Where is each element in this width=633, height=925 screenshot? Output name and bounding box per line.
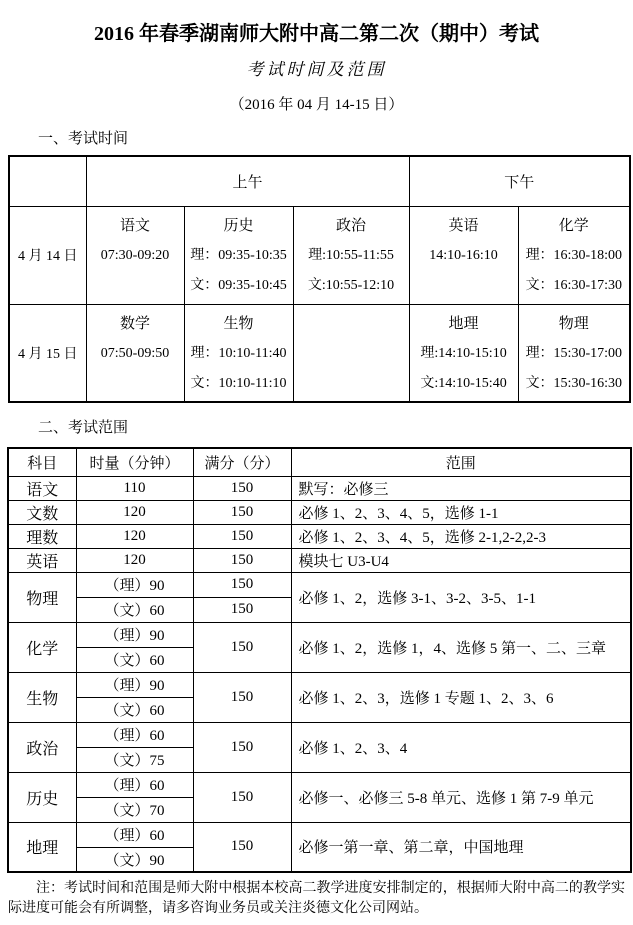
subject-label: 地理 — [448, 315, 479, 332]
scope-row-physics — [8, 572, 631, 597]
scope-cell: 默写：必修三 — [291, 476, 631, 500]
duration-cell: （文）60 — [76, 647, 193, 672]
col-header-subject: 科目 — [8, 448, 76, 476]
time-value: 文：10:10-11:10 — [190, 375, 287, 391]
score-cell: 150 — [193, 672, 291, 722]
time-value: 文:10:55-12:10 — [307, 277, 395, 293]
time-value: 文：15:30-16:30 — [525, 375, 623, 391]
schedule-cell — [184, 304, 293, 402]
duration-cell: （理）60 — [76, 722, 193, 747]
time-value — [410, 271, 518, 301]
duration-cell: （文）75 — [76, 747, 193, 772]
time-value: 文:14:10-15:40 — [420, 375, 507, 391]
scope-row-math-science — [8, 524, 631, 548]
corner-cell — [9, 156, 86, 206]
scope-row-english — [8, 548, 631, 572]
time-value — [87, 369, 184, 399]
scope-row-history — [8, 772, 631, 797]
duration-cell: （文）90 — [76, 847, 193, 872]
subject-label: 物理 — [558, 315, 589, 332]
page-subtitle: 考试时间及范围 — [246, 60, 387, 79]
schedule-cell — [86, 206, 184, 304]
duration-cell: 120 — [76, 548, 193, 572]
scope-row-politics — [8, 722, 631, 747]
duration-cell: （理）90 — [76, 672, 193, 697]
subject-label: 化学 — [558, 217, 589, 234]
scope-row-chemistry — [8, 622, 631, 647]
section-heading-exam-time: 一、考试时间 — [38, 131, 129, 147]
subject-cell: 生物 — [8, 672, 76, 722]
scope-cell: 必修 1、2、3、4、5，选修 1-1 — [291, 500, 631, 524]
subject-label: 生物 — [223, 315, 254, 332]
schedule-cell-empty — [293, 304, 409, 402]
scope-row-geography — [8, 822, 631, 847]
score-cell: 150 — [193, 476, 291, 500]
scope-cell: 必修 1、2、3、4、5，选修 2-1,2-2,2-3 — [291, 524, 631, 548]
duration-cell: （理）90 — [76, 572, 193, 597]
duration-cell: 120 — [76, 524, 193, 548]
col-header-duration: 时量（分钟） — [76, 448, 193, 476]
time-value: 文：09:35-10:45 — [190, 277, 287, 293]
col-header-morning: 上午 — [86, 156, 409, 206]
scope-cell: 必修 1、2，选修 1，4、选修 5 第一、二、三章 — [291, 622, 631, 672]
time-value — [87, 271, 184, 301]
schedule-cell — [184, 206, 293, 304]
subject-cell: 理数 — [8, 524, 76, 548]
duration-cell: （文）70 — [76, 797, 193, 822]
schedule-header-row — [9, 156, 630, 206]
time-value: 14:10-16:10 — [429, 247, 498, 263]
schedule-row-apr14 — [9, 206, 630, 304]
subject-label: 英语 — [448, 217, 479, 234]
exam-scope-table — [7, 447, 632, 873]
date-cell: 4 月 15 日 — [9, 304, 86, 402]
schedule-cell — [409, 206, 518, 304]
time-value: 理：16:30-18:00 — [525, 247, 623, 263]
time-value: 理：15:30-17:00 — [525, 345, 623, 361]
schedule-cell — [518, 206, 630, 304]
score-cell: 150 — [193, 524, 291, 548]
footnote: 注：考试时间和范围是师大附中根据本校高二教学进度安排制定的，根据师大附中高二的教学实际进度可能会有所调整，请多咨询业务员或关注炎德文化公司网站。 — [8, 881, 625, 916]
col-header-score: 满分（分） — [193, 448, 291, 476]
subject-label: 语文 — [119, 217, 150, 234]
score-cell: 150 — [193, 500, 291, 524]
score-cell: 150 — [193, 597, 291, 622]
subject-label: 历史 — [223, 217, 254, 234]
scope-cell: 必修一、必修三 5-8 单元、选修 1 第 7-9 单元 — [291, 772, 631, 822]
scope-cell: 必修一第一章、第二章，中国地理 — [291, 822, 631, 872]
time-value: 理：09:35-10:35 — [190, 247, 287, 263]
duration-cell: 120 — [76, 500, 193, 524]
subject-cell: 英语 — [8, 548, 76, 572]
page-title: 2016 年春季湖南师大附中高二第二次（期中）考试 — [94, 23, 539, 45]
duration-cell: 110 — [76, 476, 193, 500]
subject-label: 政治 — [336, 217, 367, 234]
scope-header-row — [8, 448, 631, 476]
subject-cell: 化学 — [8, 622, 76, 672]
score-cell: 150 — [193, 572, 291, 597]
schedule-cell — [409, 304, 518, 402]
exam-date-line: （2016 年 04 月 14-15 日） — [229, 97, 404, 113]
schedule-row-apr15 — [9, 304, 630, 402]
scope-cell: 必修 1、2，选修 3-1、3-2、3-5、1-1 — [291, 572, 631, 622]
schedule-cell — [86, 304, 184, 402]
subject-cell: 政治 — [8, 722, 76, 772]
duration-cell: （理）60 — [76, 822, 193, 847]
time-value: 理:14:10-15:10 — [420, 345, 507, 361]
schedule-cell — [518, 304, 630, 402]
scope-cell: 必修 1、2、3，选修 1 专题 1、2、3、6 — [291, 672, 631, 722]
col-header-scope: 范围 — [291, 448, 631, 476]
time-value: 理:10:55-11:55 — [308, 247, 394, 263]
scope-cell: 必修 1、2、3、4 — [291, 722, 631, 772]
section-heading-exam-scope: 二、考试范围 — [38, 420, 129, 436]
duration-cell: （理）60 — [76, 772, 193, 797]
date-cell: 4 月 14 日 — [9, 206, 86, 304]
score-cell: 150 — [193, 822, 291, 872]
score-cell: 150 — [193, 772, 291, 822]
subject-cell: 文数 — [8, 500, 76, 524]
score-cell: 150 — [193, 722, 291, 772]
subject-cell: 地理 — [8, 822, 76, 872]
subject-label: 数学 — [119, 315, 150, 332]
schedule-cell — [293, 206, 409, 304]
duration-cell: （理）90 — [76, 622, 193, 647]
time-value: 文：16:30-17:30 — [525, 277, 623, 293]
scope-cell: 模块七 U3-U4 — [291, 548, 631, 572]
subject-cell: 语文 — [8, 476, 76, 500]
subject-cell: 物理 — [8, 572, 76, 622]
time-value: 07:50-09:50 — [100, 345, 170, 361]
duration-cell: （文）60 — [76, 597, 193, 622]
scope-row-math-liberal — [8, 500, 631, 524]
col-header-afternoon: 下午 — [409, 156, 630, 206]
score-cell: 150 — [193, 622, 291, 672]
time-value: 理：10:10-11:40 — [190, 345, 287, 361]
subject-cell: 历史 — [8, 772, 76, 822]
duration-cell: （文）60 — [76, 697, 193, 722]
time-value: 07:30-09:20 — [100, 247, 170, 263]
scope-row-biology — [8, 672, 631, 697]
score-cell: 150 — [193, 548, 291, 572]
scope-row-chinese — [8, 476, 631, 500]
exam-schedule-table — [8, 155, 631, 403]
